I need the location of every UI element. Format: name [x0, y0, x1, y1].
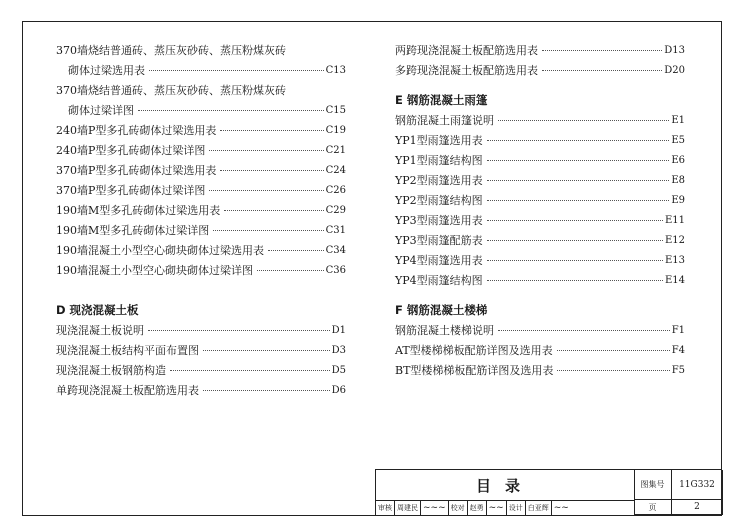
toc-entry-page: E11 — [664, 214, 685, 226]
toc-entry-page: D20 — [664, 64, 685, 76]
toc-entry-title: 190墙M型多孔砖砌体过梁选用表 — [56, 204, 221, 217]
toc-entry-page: C29 — [325, 204, 346, 216]
toc-entry — [56, 360, 346, 380]
toc-left-column — [56, 40, 346, 400]
toc-entry-title: 240墙P型多孔砖砌体过梁详图 — [56, 144, 206, 157]
dot-leader — [542, 69, 662, 71]
review-label: 审核 — [376, 500, 395, 515]
toc-entry — [56, 200, 346, 220]
dot-leader — [542, 49, 662, 51]
toc-entry-page: E6 — [671, 154, 685, 166]
toc-entry-page: D5 — [331, 364, 346, 376]
toc-entry — [56, 220, 346, 240]
toc-entry-title: AT型楼梯梯板配筋详图及选用表 — [395, 344, 553, 357]
toc-entry — [395, 320, 685, 340]
toc-entry-page: C19 — [325, 124, 346, 136]
dot-leader — [557, 349, 670, 351]
toc-entry-title: 单跨现浇混凝土板配筋选用表 — [56, 384, 199, 397]
dot-leader — [487, 199, 670, 201]
toc-entry — [56, 240, 346, 260]
toc-entry-page: E12 — [664, 234, 685, 246]
toc-entry-page: E8 — [671, 174, 685, 186]
title-block — [375, 469, 722, 516]
atlas-label: 图集号 — [634, 470, 672, 500]
toc-entry-page: C24 — [325, 164, 346, 176]
toc-entry — [395, 60, 685, 80]
toc-entry-title: YP1型雨篷结构图 — [395, 154, 483, 167]
toc-entry-page: D6 — [331, 384, 346, 396]
dot-leader — [487, 179, 670, 181]
toc-entry-title: 砌体过梁详图 — [68, 104, 134, 117]
toc-entry-title: YP3型雨篷选用表 — [395, 214, 483, 227]
toc-entry-title: YP2型雨篷选用表 — [395, 174, 483, 187]
toc-entry — [56, 320, 346, 340]
dot-leader — [220, 129, 323, 131]
design-name: 白亚辉 — [526, 500, 552, 515]
toc-entry-page: E14 — [664, 274, 685, 286]
design-label: 设计 — [507, 500, 526, 515]
toc-entry — [56, 260, 346, 280]
toc-entry-page: F1 — [671, 324, 685, 336]
toc-entry — [395, 130, 685, 150]
toc-entry-title: 370墙P型多孔砖砌体过梁详图 — [56, 184, 206, 197]
title-block-title: 目录 — [376, 470, 635, 501]
dot-leader — [148, 329, 330, 331]
toc-entry — [56, 340, 346, 360]
toc-entry-title: 钢筋混凝土楼梯说明 — [395, 324, 494, 337]
atlas-number: 11G332 — [672, 470, 723, 500]
check-label: 校对 — [449, 500, 468, 515]
toc-entry-page: C34 — [325, 244, 346, 256]
signature-row — [376, 500, 635, 515]
dot-leader — [257, 269, 324, 271]
dot-leader — [487, 259, 663, 261]
toc-entry-title: 现浇混凝土板说明 — [56, 324, 144, 337]
dot-leader — [487, 239, 663, 241]
toc-entry — [395, 230, 685, 250]
toc-entry-page: D1 — [331, 324, 346, 336]
dot-leader — [203, 389, 330, 391]
toc-entry-page: C26 — [325, 184, 346, 196]
dot-leader — [498, 329, 670, 331]
page-label: 页 — [634, 500, 672, 515]
toc-entry-page: E1 — [671, 114, 685, 126]
dot-leader — [203, 349, 330, 351]
dot-leader — [224, 209, 323, 211]
toc-entry-page: F5 — [671, 364, 685, 376]
section-heading: F 钢筋混凝土楼梯 — [395, 303, 488, 317]
toc-entry — [56, 160, 346, 180]
toc-entry-title: YP4型雨篷选用表 — [395, 254, 483, 267]
toc-entry — [395, 170, 685, 190]
toc-entry — [395, 110, 685, 130]
toc-entry-title: 370墙P型多孔砖砌体过梁选用表 — [56, 164, 217, 177]
dot-leader — [498, 119, 669, 121]
dot-leader — [268, 249, 324, 251]
toc-entry-page: C21 — [325, 144, 346, 156]
toc-entry-page: C31 — [325, 224, 346, 236]
toc-entry-page: F4 — [671, 344, 685, 356]
toc-entry — [56, 120, 346, 140]
toc-entry — [56, 180, 346, 200]
dot-leader — [209, 189, 323, 191]
toc-entry-page: D13 — [664, 44, 685, 56]
toc-entry — [395, 40, 685, 60]
toc-entry-page: C13 — [325, 64, 346, 76]
toc-entry — [395, 340, 685, 360]
toc-entry — [56, 140, 346, 160]
toc-entry-page: C36 — [325, 264, 346, 276]
section-heading: D 现浇混凝土板 — [56, 303, 139, 317]
dot-leader — [487, 279, 663, 281]
section-heading: E 钢筋混凝土雨篷 — [395, 93, 488, 107]
toc-entry-title: 370墙烧结普通砖、蒸压灰砂砖、蒸压粉煤灰砖 — [56, 44, 286, 57]
toc-entry — [56, 80, 346, 100]
toc-entry — [56, 100, 346, 120]
check-name: 赵勇 — [468, 500, 487, 515]
review-signature: ~~~ — [421, 500, 449, 515]
toc-entry — [395, 190, 685, 210]
toc-entry-page: E13 — [664, 254, 685, 266]
toc-entry-title: 190墙混凝土小型空心砌块砌体过梁详图 — [56, 264, 253, 277]
check-signature: ~~ — [487, 500, 507, 515]
dot-leader — [209, 149, 323, 151]
toc-entry — [56, 40, 346, 60]
toc-entry-title: 370墙烧结普通砖、蒸压灰砂砖、蒸压粉煤灰砖 — [56, 84, 286, 97]
dot-leader — [487, 139, 670, 141]
toc-entry-title: YP1型雨篷选用表 — [395, 134, 483, 147]
toc-entry — [395, 150, 685, 170]
toc-entry-title: 240墙P型多孔砖砌体过梁选用表 — [56, 124, 217, 137]
dot-leader — [220, 169, 323, 171]
review-name: 周建民 — [395, 500, 421, 515]
toc-entry — [56, 60, 346, 80]
toc-entry-page: D3 — [331, 344, 346, 356]
toc-entry-title: 现浇混凝土板钢筋构造 — [56, 364, 166, 377]
toc-entry — [56, 380, 346, 400]
toc-entry-title: BT型楼梯梯板配筋详图及选用表 — [395, 364, 554, 377]
dot-leader — [149, 69, 324, 71]
toc-entry-title: 砌体过梁选用表 — [68, 64, 145, 77]
toc-entry-title: 190墙混凝土小型空心砌块砌体过梁选用表 — [56, 244, 264, 257]
toc-entry — [395, 270, 685, 290]
toc-right-column — [395, 40, 685, 380]
page-number: 2 — [672, 500, 723, 515]
dot-leader — [138, 109, 324, 111]
toc-entry-title: 钢筋混凝土雨篷说明 — [395, 114, 494, 127]
dot-leader — [170, 369, 330, 371]
toc-entry-title: YP4型雨篷结构图 — [395, 274, 483, 287]
toc-entry — [395, 250, 685, 270]
toc-entry — [395, 360, 685, 380]
dot-leader — [487, 159, 670, 161]
dot-leader — [487, 219, 663, 221]
toc-entry-title: 多跨现浇混凝土板配筋选用表 — [395, 64, 538, 77]
toc-entry — [395, 210, 685, 230]
toc-entry-page: E5 — [671, 134, 685, 146]
dot-leader — [557, 369, 669, 371]
toc-entry-page: C15 — [325, 104, 346, 116]
toc-entry-title: YP3型雨篷配筋表 — [395, 234, 483, 247]
toc-entry-title: 190墙M型多孔砖砌体过梁详图 — [56, 224, 210, 237]
dot-leader — [213, 229, 323, 231]
toc-entry-title: 现浇混凝土板结构平面布置图 — [56, 344, 199, 357]
toc-entry-title: YP2型雨篷结构图 — [395, 194, 483, 207]
design-signature: ~~ — [553, 502, 569, 513]
toc-entry-title: 两跨现浇混凝土板配筋选用表 — [395, 44, 538, 57]
toc-entry-page: E9 — [671, 194, 685, 206]
